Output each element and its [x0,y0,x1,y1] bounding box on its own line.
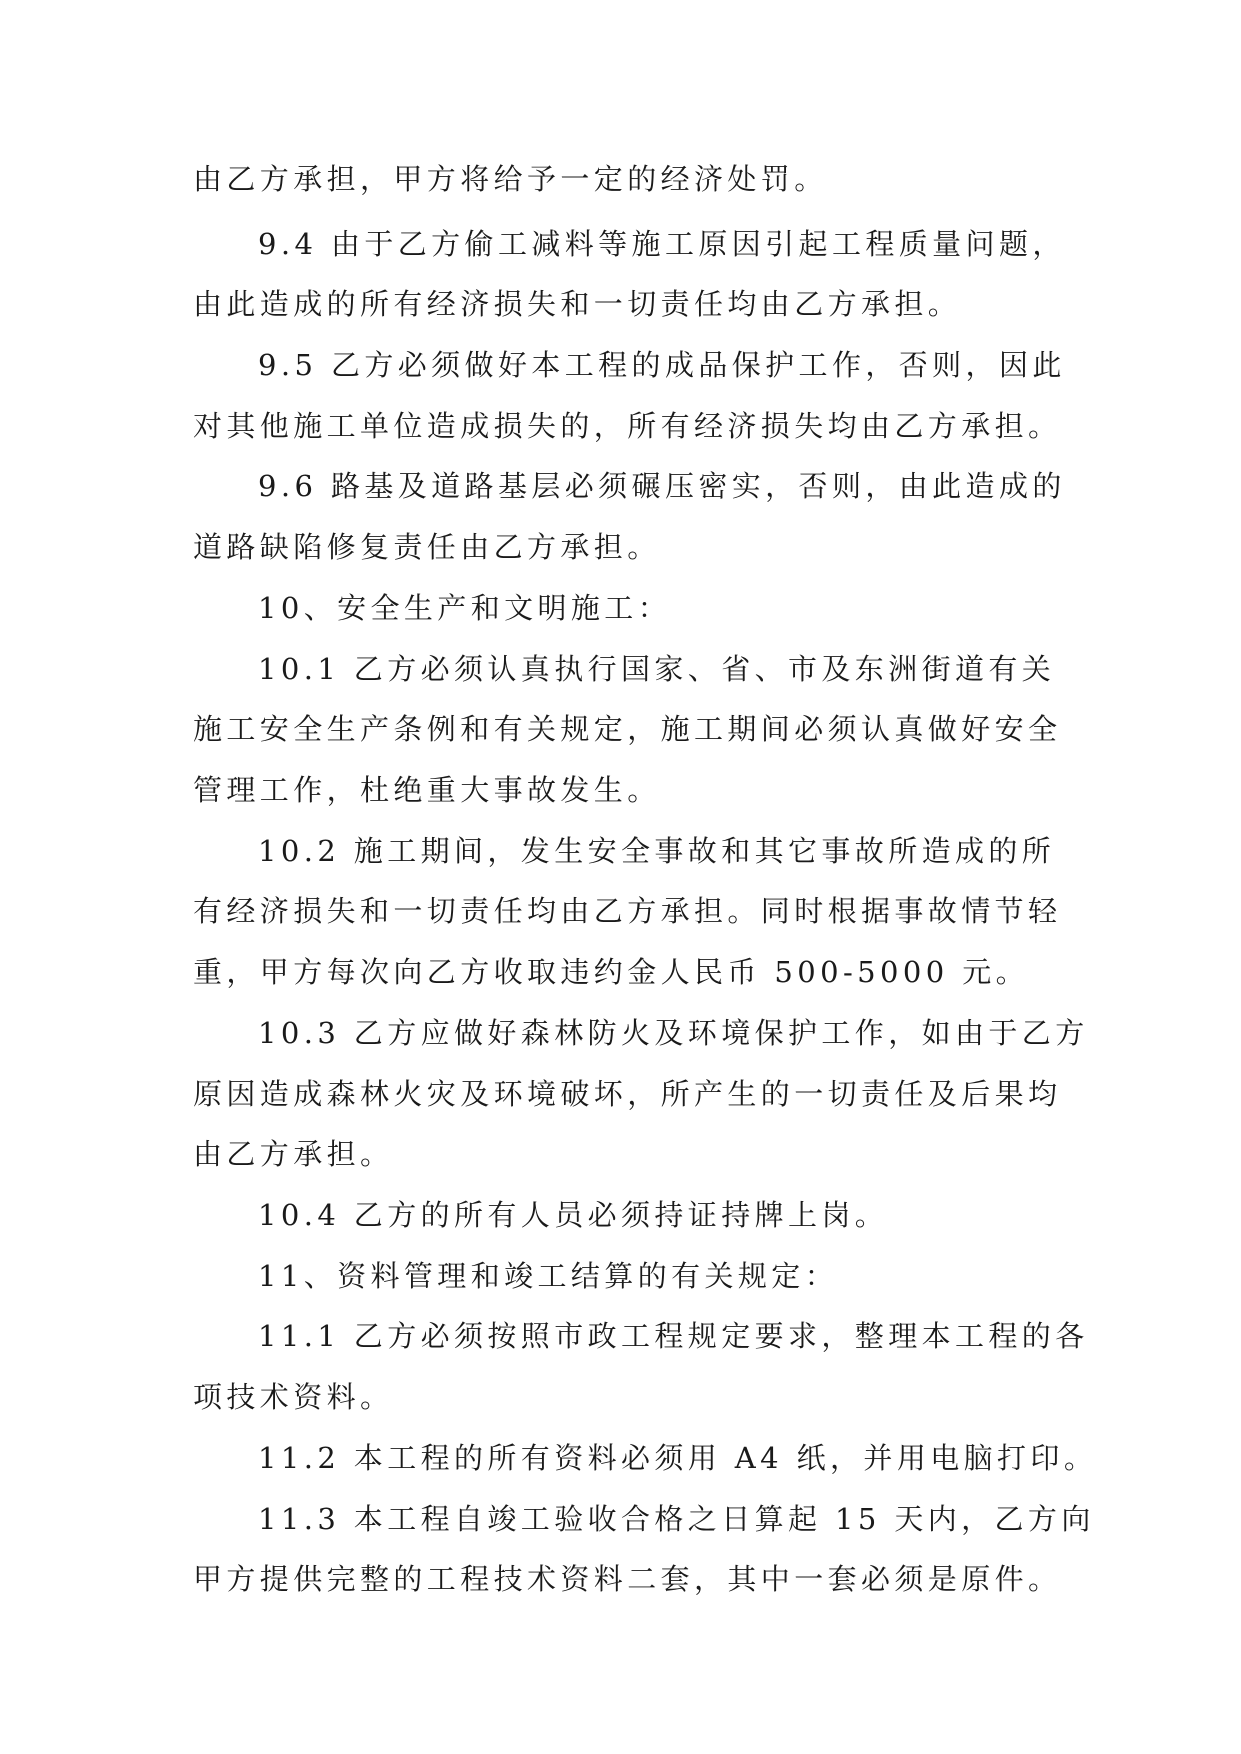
text-line: 由乙方承担，甲方将给予一定的经济处罚。 [193,162,828,196]
text-line: 由乙方承担。 [193,1137,394,1171]
text-line: 原因造成森林火灾及环境破坏，所产生的一切责任及后果均 [193,1077,1062,1111]
text-line: 管理工作，杜绝重大事故发生。 [193,773,661,807]
clause-11-3: 11.3 本工程自竣工验收合格之日算起 15 天内，乙方向 [258,1502,1095,1536]
clause-10-2: 10.2 施工期间，发生安全事故和其它事故所造成的所 [258,834,1056,868]
clause-9-4: 9.4 由于乙方偷工减料等施工原因引起工程质量问题， [258,227,1066,261]
section-10-heading: 10、安全生产和文明施工： [258,591,672,625]
clause-10-3: 10.3 乙方应做好森林防火及环境保护工作，如由于乙方 [258,1016,1089,1050]
clause-10-4: 10.4 乙方的所有人员必须持证持牌上岗。 [258,1198,889,1232]
text-line: 道路缺陷修复责任由乙方承担。 [193,530,661,564]
clause-9-5: 9.5 乙方必须做好本工程的成品保护工作，否则，因此 [258,348,1066,382]
clause-11-1: 11.1 乙方必须按照市政工程规定要求，整理本工程的各 [258,1319,1089,1353]
clause-9-6: 9.6 路基及道路基层必须碾压密实，否则，由此造成的 [258,469,1066,503]
text-line: 项技术资料。 [193,1380,394,1414]
text-line: 有经济损失和一切责任均由乙方承担。同时根据事故情节轻 [193,894,1062,928]
section-11-heading: 11、资料管理和竣工结算的有关规定： [258,1259,839,1293]
text-line: 由此造成的所有经济损失和一切责任均由乙方承担。 [193,287,962,321]
text-line: 施工安全生产条例和有关规定，施工期间必须认真做好安全 [193,712,1062,746]
text-line: 对其他施工单位造成损失的，所有经济损失均由乙方承担。 [193,409,1062,443]
clause-11-2: 11.2 本工程的所有资料必须用 A4 纸，并用电脑打印。 [258,1441,1098,1475]
clause-10-1: 10.1 乙方必须认真执行国家、省、市及东洲街道有关 [258,652,1056,686]
text-line: 甲方提供完整的工程技术资料二套，其中一套必须是原件。 [193,1562,1062,1596]
text-line: 重，甲方每次向乙方收取违约金人民币 500-5000 元。 [193,955,1029,989]
